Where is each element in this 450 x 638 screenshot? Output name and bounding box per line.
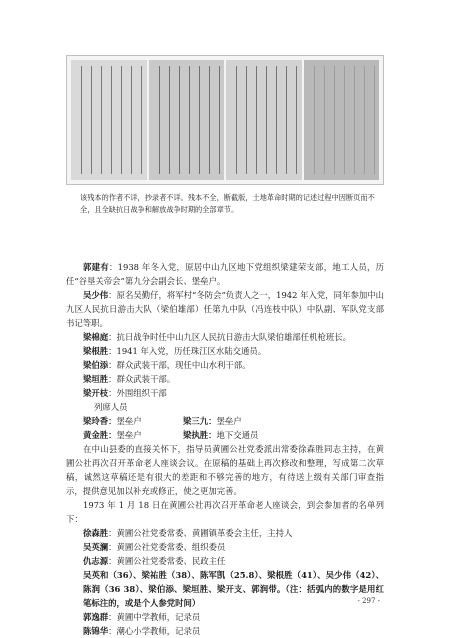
- member-entry: 郭建有：1938 年冬入党，原居中山九区地下党组织梁建荣支部，地工人员，历任“谷垦关帝会”第九分会副会长、堡垒户。: [66, 262, 385, 286]
- paragraph: 在中山县委的直接关怀下，指导员黄圃公社党委派出常委徐森胜同志主持，在黄圃公社再次召开革命老人座谈会议。在原稿的基础上再次修改和整理，写成第二次草稿，诚然这草稿还是有很大的差距和不够完善的地方，有待送上级有关部门审查指示，提供意见加以补充或修正，使之更加完善。: [66, 444, 384, 496]
- manuscript-page-3: [226, 60, 302, 180]
- list-heading: 列席人员: [94, 402, 128, 412]
- member-entry: 梁伯添：群众武装干部，现任中山水利干部。: [83, 360, 251, 370]
- member-entry: 梁垣胜：群众武装干部。: [83, 374, 176, 384]
- document-body: [66, 260, 384, 638]
- official-entry: 徐森胜：黄圃公社党委常委、黄圃镇革委会主任，主持人: [83, 528, 293, 538]
- member-entry: 吴少伟：原名吴勤仔，将军村“冬防会”负责人之一，1942 年入党，同年参加中山九区人民抗日游击大队（梁伯雄部）任第九中队（冯连枝中队）中队副、军队党支部书记等职。: [66, 290, 384, 328]
- member-entry: 梁根胜：1941 年入党，历任珠江区水陆交通员。: [83, 346, 267, 356]
- paragraph: 1973 年 1 月 18 日在黄圃公社再次召开革命老人座谈会，到会参加者的名单列下：: [66, 500, 384, 524]
- manuscript-page-1: [71, 60, 147, 180]
- manuscript-page-2: [149, 60, 225, 180]
- recorder-entry: 郭逸群：黄圃中学教师，记录员: [83, 612, 201, 622]
- attendee-paragraph: 吴英和（36）、梁祐胜（38）、陈军凯（25.8）、梁根胜（41）、吴少伟（42）、陈润（36 38）、梁伯添、梁垣胜、梁开支、郭润带。（注：括弧内的数字是用红笔标注的，或是个人参党时间）: [83, 570, 384, 608]
- official-entry: 仇志源：黄圃公社党委常委、民政主任: [83, 556, 226, 566]
- attendee-row: 黄金胜：堡垒户 梁执胜：地下交通员: [83, 430, 259, 440]
- member-entry: 梁开枝：外围组织干部: [83, 388, 167, 398]
- photo-caption: 该残本的作者不详，抄录者不详。残本不全，断截版，土地革命时期的记述过程中因断页而不全，且全缺抗日战争和解放战争时期的全部章节。: [80, 193, 375, 214]
- manuscript-photo: [66, 55, 384, 185]
- member-entry: 梁棉庭：抗日战争时任中山九区人民抗日游击大队梁伯雄部任机枪班长。: [83, 332, 351, 342]
- attendee-row: 梁玲香：堡垒户 梁三九：堡垒户: [83, 416, 242, 426]
- recorder-entry: 陈锦华：潮心小学教师，记录员: [83, 626, 201, 636]
- manuscript-page-4: [304, 60, 380, 180]
- official-entry: 吴英澜：黄圃公社党委常委、组织委员: [83, 542, 226, 552]
- page-number: - 297 -: [357, 597, 380, 605]
